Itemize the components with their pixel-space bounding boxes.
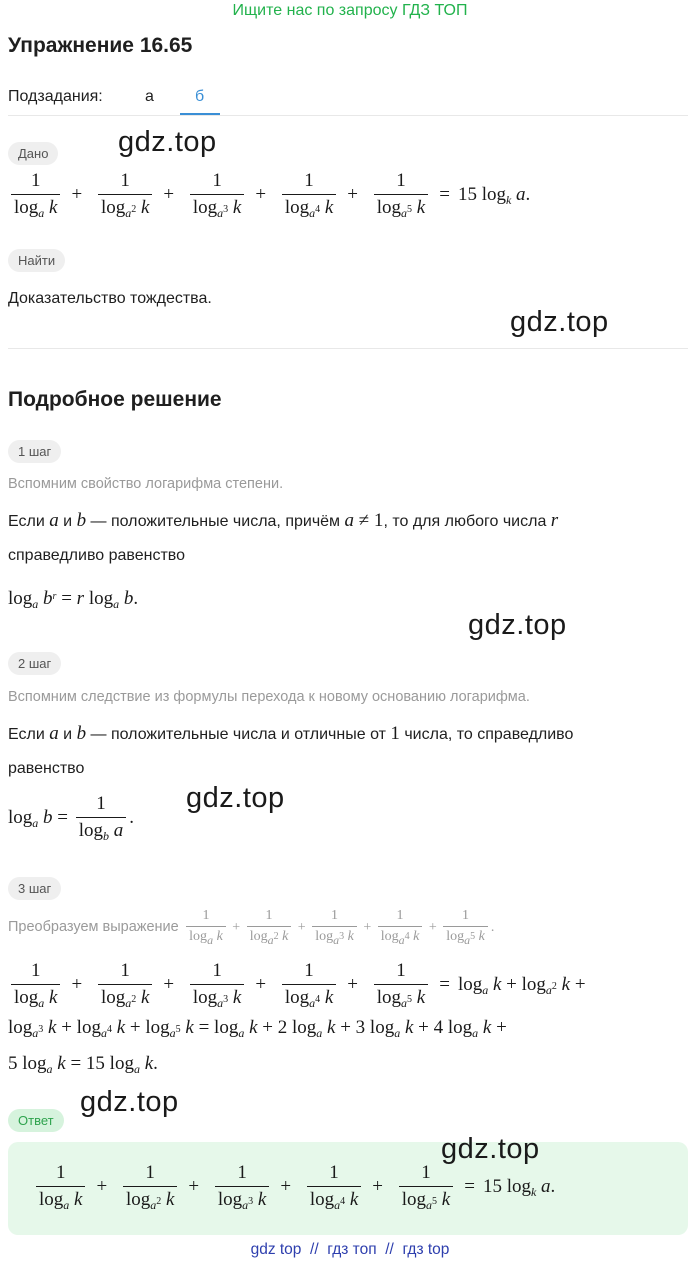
find-badge: Найти [8, 249, 65, 272]
step-3-badge: 3 шаг [8, 877, 61, 900]
divider [8, 115, 688, 116]
subtasks-label: Подзадания: [8, 88, 103, 105]
step-2-badge: 2 шаг [8, 652, 61, 675]
given-formula: $\frac{1}{\log_a k}$ + $\frac{1}{\log_{a^2} k}$ + $\frac{1}{\log_{a^3} k}$ + $\frac{1}{\log_{a^4} k}$ + $\frac{1}{\log_{a^5} k}$ = 15 $\log_k a$. [8, 170, 530, 221]
top-banner[interactable]: Ищите нас по запросу ГДЗ ТОП [232, 2, 468, 19]
watermark: gdz.top [468, 609, 567, 641]
answer-formula: $\frac{1}{\log_a k}$ + $\frac{1}{\log_{a^2} k}$ + $\frac{1}{\log_{a^3} k}$ + $\frac{1}{\log_{a^4} k}$ + $\frac{1}{\log_{a^5} k}$ = 15 $\log_k a$. [33, 1162, 555, 1213]
step-1-formula: $\log_a b^r = r$ $\log_a b$. [8, 588, 139, 611]
step-2-hint: Вспомним следствие из формулы перехода к новому основанию логарифма. [8, 689, 530, 705]
exercise-title: Упражнение 16.65 [8, 34, 193, 57]
step-3-hint: Преобразуем выражение $\frac{1}{\log_a k}$ + $\frac{1}{\log_{a^2} k}$ + $\frac{1}{\log_{a^3} k}$ + $\frac{1}{\log_{a^4} k}$ + $\frac{1}{\log_{a^5} k}$ . [8, 908, 495, 947]
find-text: Доказательство тождества. [8, 290, 212, 307]
watermark: gdz.top [118, 126, 217, 158]
step-3-formula-line3: 5 $\log_a k = 15$ $\log_a k$. [8, 1053, 158, 1076]
answer-badge: Ответ [8, 1109, 64, 1132]
step-2-formula: $\log_a b$ = $\frac{1}{\log_b a}$ . [8, 793, 135, 843]
watermark: gdz.top [441, 1133, 540, 1165]
step-1-badge: 1 шаг [8, 440, 61, 463]
step-1-hint: Вспомним свойство логарифма степени. [8, 476, 284, 492]
subtask-tab-b[interactable]: б [195, 88, 205, 105]
watermark: gdz.top [510, 306, 609, 338]
divider [8, 348, 688, 349]
watermark: gdz.top [186, 782, 285, 814]
footer-links[interactable]: gdz top // гдз топ // гдз top [250, 1241, 450, 1258]
given-badge: Дано [8, 142, 58, 165]
step-3-formula-line1: $\frac{1}{\log_a k}$ + $\frac{1}{\log_{a^2} k}$ + $\frac{1}{\log_{a^3} k}$ + $\frac{1}{\log_{a^4} k}$ + $\frac{1}{\log_{a^5} k}$ = $\log_a k + \log_{a^2} k$ + [8, 960, 586, 1011]
step-2-text-line2: равенство [8, 760, 85, 777]
step-3-formula-line2: $\log_{a^3} k + \log_{a^4} k + \log_{a^5} k = \log_a k + 2$ $\log_a k + 3$ $\log_a k + 4$ $\log_a k$ + [8, 1017, 507, 1040]
step-2-text-line1: Если a и b — положительные числа и отличные от 1 числа, то справедливо [8, 723, 574, 744]
solution-title: Подробное решение [8, 388, 222, 411]
step-1-text-line1: Если a и b — положительные числа, причём a ≠ 1, то для любого числа r [8, 510, 559, 531]
watermark: gdz.top [80, 1086, 179, 1118]
step-1-text-line2: справедливо равенство [8, 547, 185, 564]
subtask-tab-a[interactable]: а [145, 88, 154, 105]
